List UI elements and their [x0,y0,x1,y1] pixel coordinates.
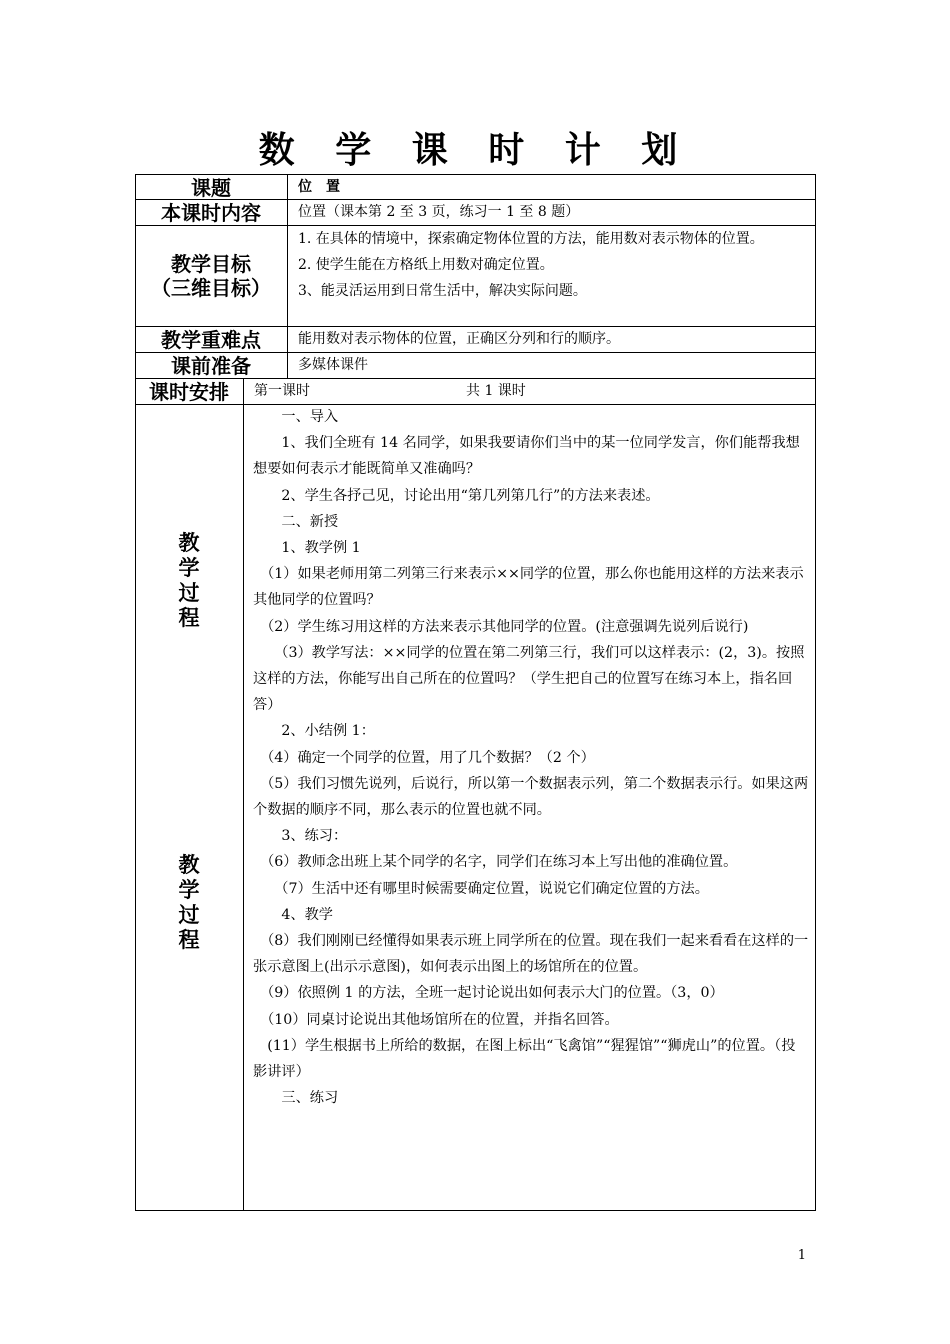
process-paragraph: 一、导入 [253,409,339,425]
process-paragraph: 3、练习： [253,828,348,845]
goal-item: 2. 使学生能在方格纸上用数对确定位置。 [298,257,554,273]
prep-label: 课前准备 [171,354,251,378]
process-paragraph: （1）如果老师用第二列第三行来表示××同学的位置，那么你也能用这样的方法来表示其他同学的位置吗？ [253,566,804,609]
process-paragraph: 二、新授 [253,513,339,530]
column-divider [243,378,244,1211]
process-paragraph: （7）生活中还有哪里时候需要确定位置，说说它们确定位置的方法。 [253,880,709,897]
process-paragraph: （6）教师念出班上某个同学的名字，同学们在练习本上写出他的准确位置。 [253,854,738,871]
process-content [253,404,809,1111]
goals-list [298,226,810,304]
process-paragraph: （5）我们习惯先说列，后说行，所以第一个数据表示列，第二个数据表示行。如果这两个数据的顺序不同，那么表示的位置也就不同。 [253,775,809,819]
process-paragraph: (11）学生根据书上所给的数据，在图上标出“飞禽馆”“猩猩馆”“狮虎山”的位置。（投影讲评） [253,1037,796,1081]
difficulty-value: 能用数对表示物体的位置，正确区分列和行的顺序。 [298,331,620,347]
schedule-total: 共 1 课时 [466,383,526,399]
process-paragraph: 4、教学 [253,906,333,923]
goal-item: 1. 在具体的情境中，探索确定物体位置的方法，能用数对表示物体的位置。 [298,231,764,247]
process-paragraph: （2）学生练习用这样的方法来表示其他同学的位置。(注意强调先说列后说行) [253,618,749,635]
goals-label [135,252,287,300]
process-paragraph: 2、小结例 1： [253,723,375,740]
schedule-value: 第一课时 [254,383,310,399]
goals-label-line2: （三维目标） [151,276,271,300]
topic-value: 位 置 [298,179,340,195]
column-divider [287,174,288,378]
goals-label-line1: 教学目标 [171,252,251,276]
process-paragraph: 1、我们全班有 14 名同学，如果我要请你们当中的某一位同学发言，你们能帮我想想要如何表示才能既简单又准确吗？ [253,435,800,478]
goal-item: 3、能灵活运用到日常生活中，解决实际问题。 [298,283,587,299]
process-paragraph: （3）教学写法：××同学的位置在第二列第三行，我们可以这样表示：(2，3)。按照这样的方法，你能写出自己所在的位置吗？（学生把自己的位置写在练习本上，指名回答） [253,644,805,714]
schedule-label: 课时安排 [149,380,229,404]
process-paragraph: 1、教学例 1 [253,540,361,557]
process-paragraph: 2、学生各抒己见，讨论出用“第几列第几行”的方法来表述。 [253,487,660,504]
difficulty-label: 教学重难点 [161,328,261,352]
page-number: 1 [797,1248,806,1263]
content-value: 位置（课本第 2 至 3 页，练习一 1 至 8 题） [298,204,580,220]
prep-value: 多媒体课件 [298,357,368,373]
topic-label: 课题 [191,176,231,200]
content-label: 本课时内容 [161,201,261,225]
process-paragraph: （4）确定一个同学的位置，用了几个数据？（2 个） [253,749,595,766]
process-paragraph: （9）依照例 1 的方法，全班一起讨论说出如何表示大门的位置。（3，0） [253,985,724,1002]
process-paragraph: （8）我们刚刚已经懂得如果表示班上同学所在的位置。现在我们一起来看看在这样的一张示意图上(出示示意图)，如何表示出图上的场馆所在的位置。 [253,933,809,976]
process-paragraph: （10）同桌讨论说出其他场馆所在的位置，并指名回答。 [253,1011,619,1028]
row-divider [135,352,816,353]
page-title: 数 学 课 时 计 划 [258,130,692,171]
process-label: 教 学 过 程 [178,531,200,630]
process-label: 教 学 过 程 [178,853,200,952]
process-paragraph: 三、练习 [253,1090,339,1107]
